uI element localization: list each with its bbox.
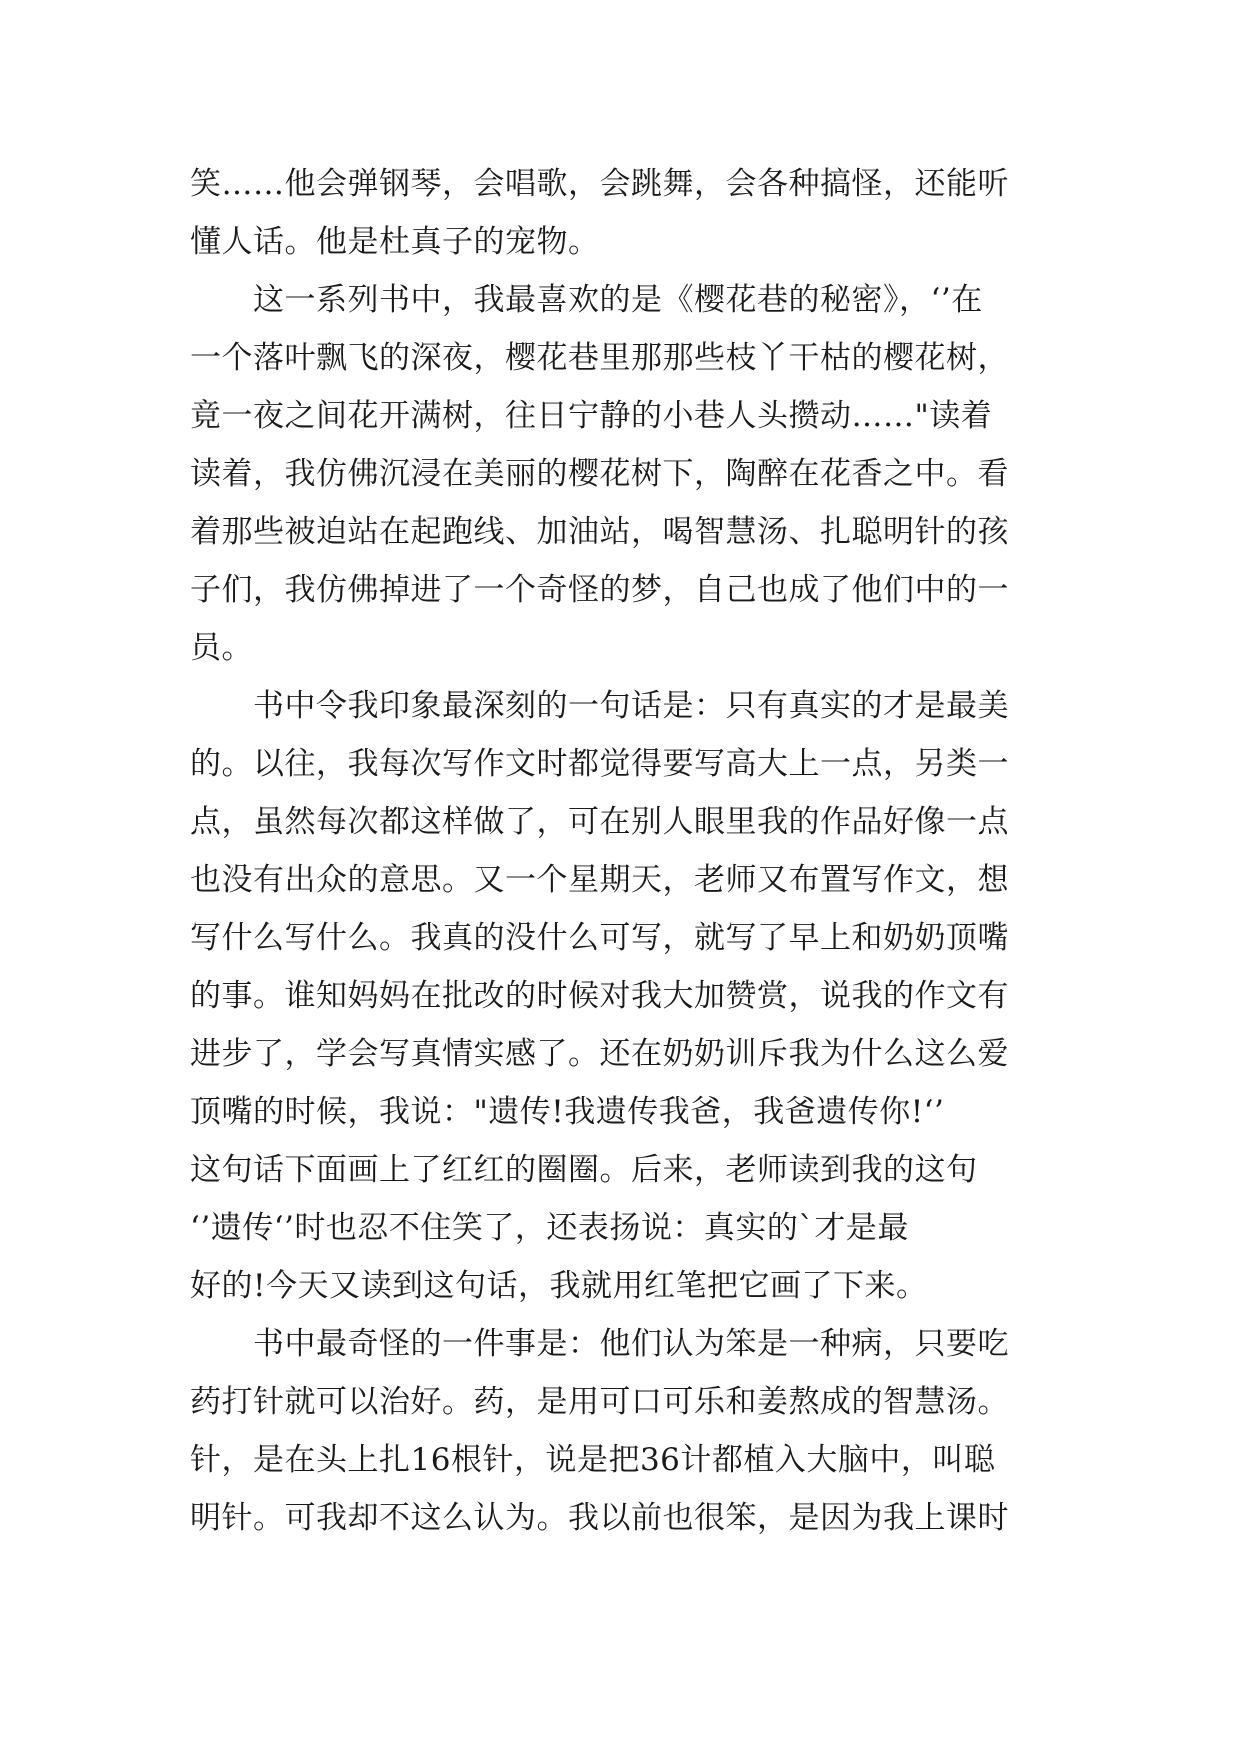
text-line: 顶嘴的时候，我说："遗传!我遗传我爸，我爸遗传你!‘’ [190,1094,945,1130]
body-text [190,155,1070,1547]
text-line: 明针。可我却不这么认为。我以前也很笨，是因为我上课时 [190,1500,1009,1536]
text-line: 笑……他会弹钢琴，会唱歌，会跳舞，会各种搞怪，还能听 [190,166,1009,202]
text-line: 这句话下面画上了红红的圈圈。后来，老师读到我的这句 [190,1152,978,1188]
text-line: 员。 [190,630,253,666]
text-line: 写什么写什么。我真的没什么可写，就写了早上和奶奶顶嘴 [190,920,1009,956]
text-line: 点，虽然每次都这样做了，可在别人眼里我的作品好像一点 [190,804,1009,840]
text-line: 也没有出众的意思。又一个星期天，老师又布置写作文，想 [190,862,1009,898]
text-line: 的事。谁知妈妈在批改的时候对我大加赞赏，说我的作文有 [190,978,1009,1014]
text-line: 针，是在头上扎16根针，说是把36计都植入大脑中，叫聪 [190,1442,996,1478]
text-line: 一个落叶飘飞的深夜，樱花巷里那那些枝丫干枯的樱花树， [190,340,1009,376]
text-line: 书中最奇怪的一件事是：他们认为笨是一种病，只要吃 [190,1326,1009,1362]
text-line: 药打针就可以治好。药，是用可口可乐和姜熬成的智慧汤。 [190,1384,1009,1420]
text-line: 着那些被迫站在起跑线、加油站，喝智慧汤、扎聪明针的孩 [190,514,1009,550]
text-line: 子们，我仿佛掉进了一个奇怪的梦，自己也成了他们中的一 [190,572,1009,608]
text-line: 进步了，学会写真情实感了。还在奶奶训斥我为什么这么爱 [190,1036,1009,1072]
text-line: 读着，我仿佛沉浸在美丽的樱花树下，陶醉在花香之中。看 [190,456,1009,492]
text-line: 懂人话。他是杜真子的宠物。 [190,224,600,260]
text-line: 竟一夜之间花开满树，往日宁静的小巷人头攒动……"读着 [190,398,993,434]
text-line: 好的!今天又读到这句话，我就用红笔把它画了下来。 [190,1268,928,1304]
text-line: 这一系列书中，我最喜欢的是《樱花巷的秘密》，‘’在 [190,282,983,318]
text-line: 的。以往，我每次写作文时都觉得要写高大上一点，另类一 [190,746,1009,782]
text-line: ‘’遗传‘’时也忍不住笑了，还表扬说：真实的`才是最 [190,1210,909,1246]
text-line: 书中令我印象最深刻的一句话是：只有真实的才是最美 [190,688,1009,724]
